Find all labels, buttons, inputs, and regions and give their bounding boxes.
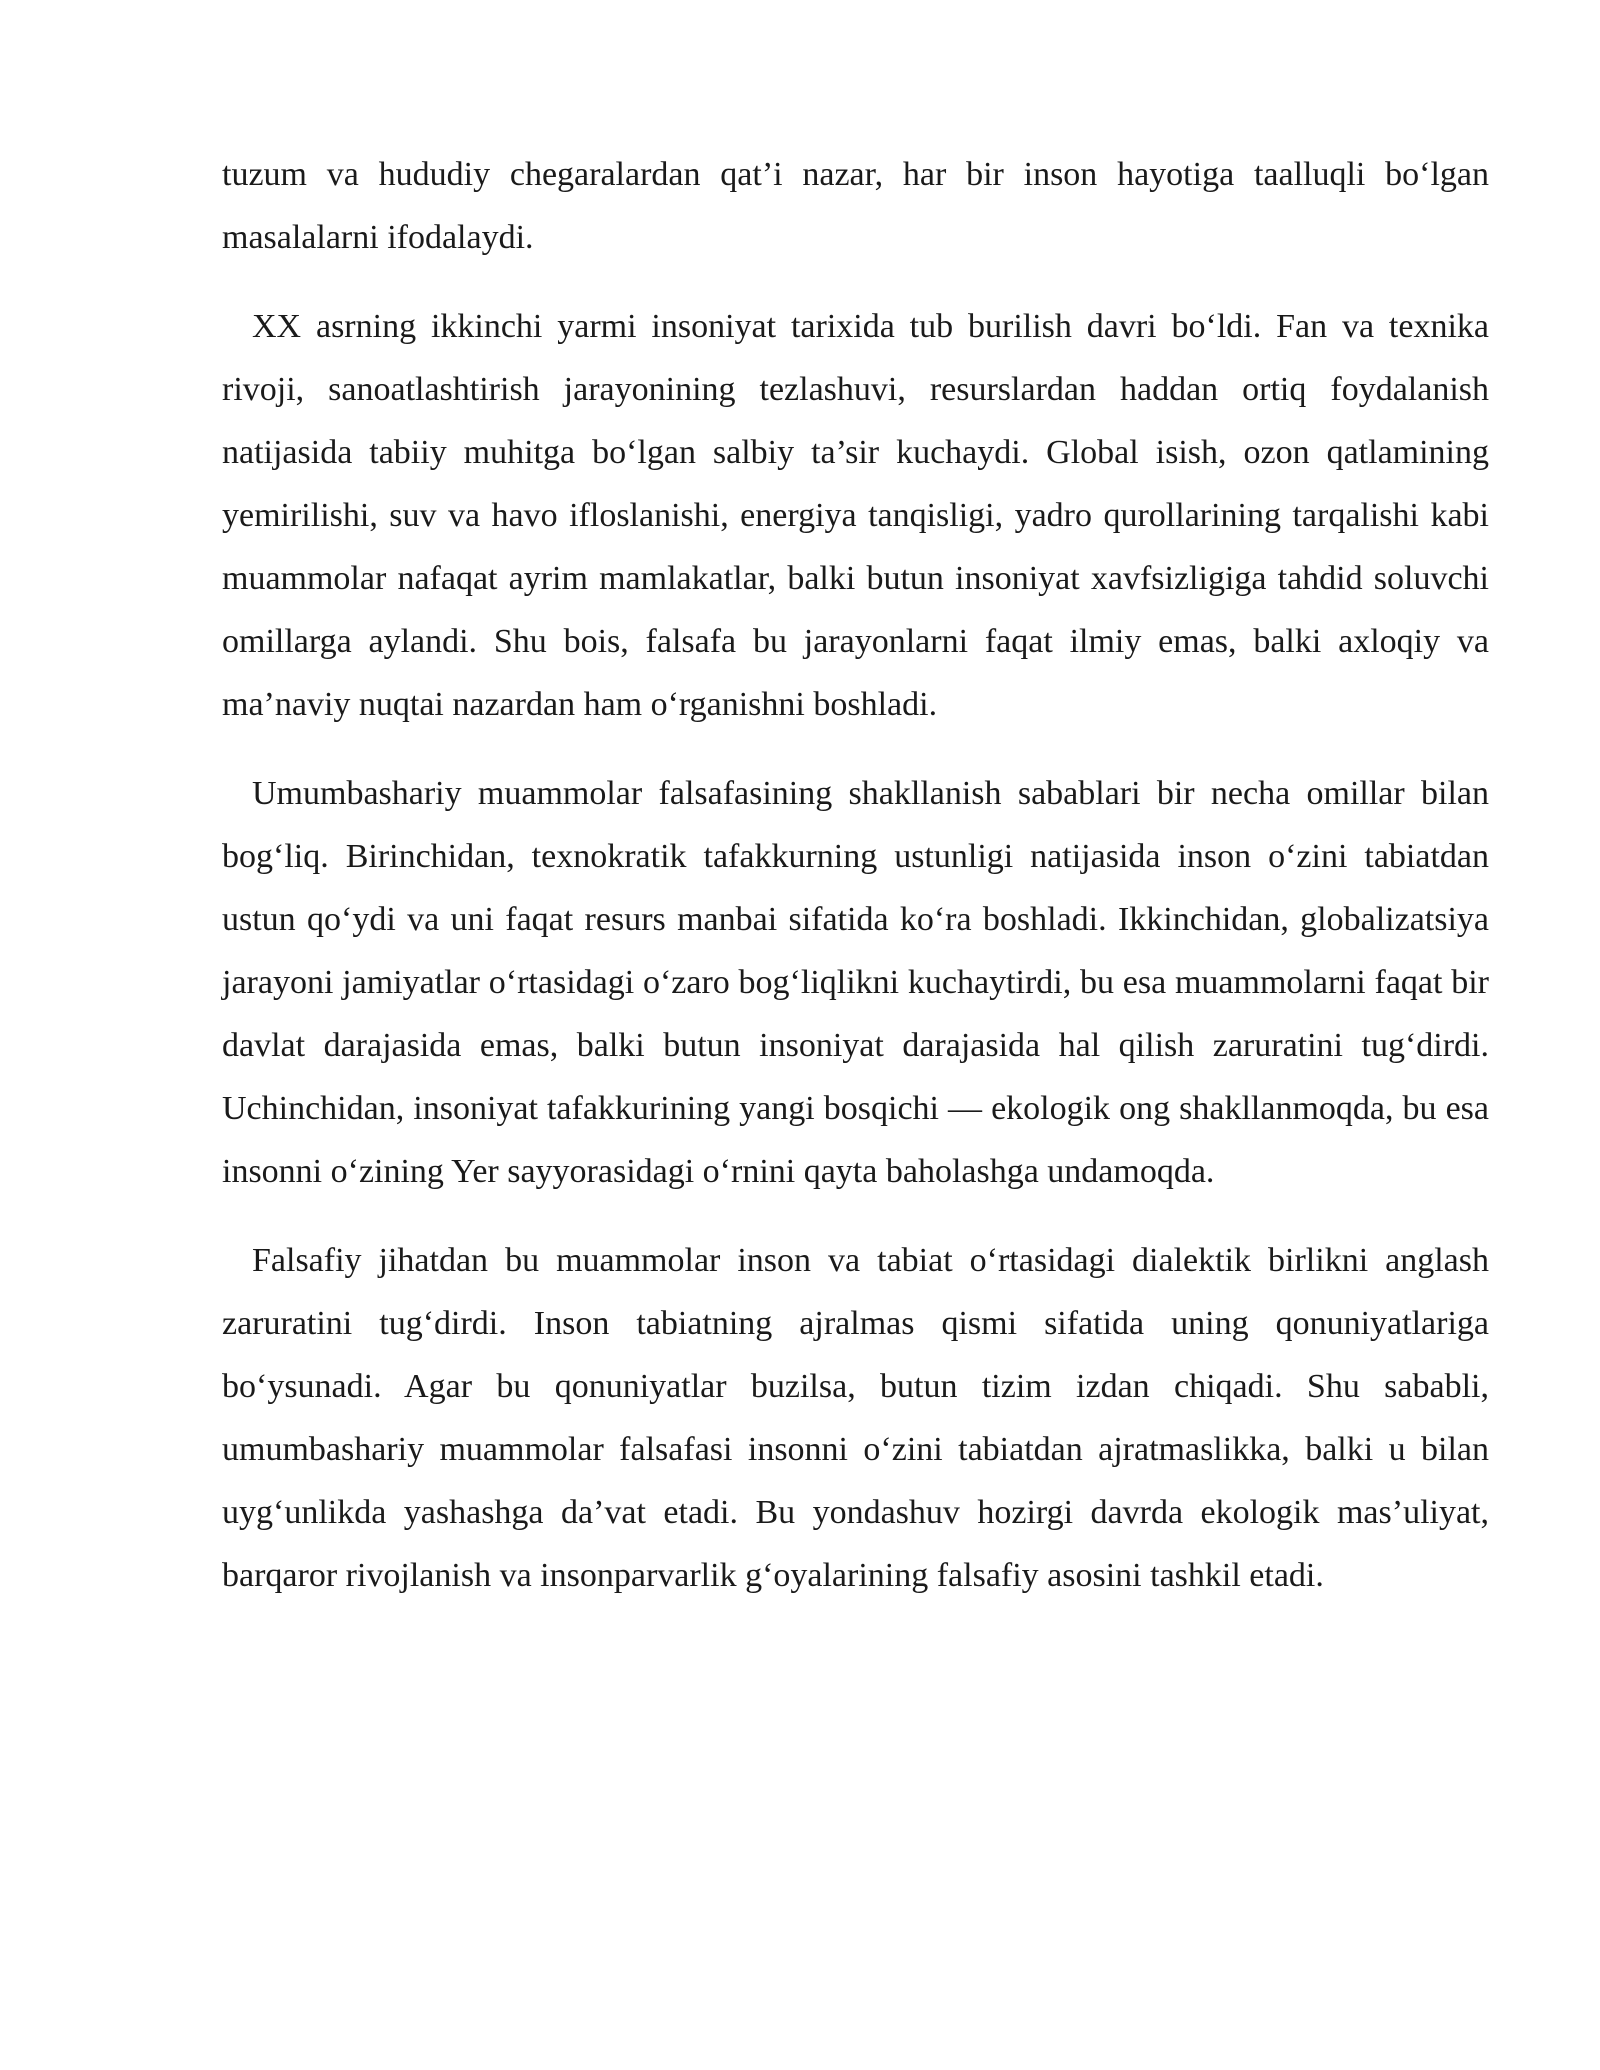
paragraph-philosophical-aspect: Falsafiy jihatdan bu muammolar inson va tabiat o‘rtasidagi dialektik birlikni anglash zaruratini tug‘dirdi. Inson tabiatning ajralmas qismi sifatida uning qonuniyatlariga bo‘ysunadi. Agar bu qonuniyatlar buzilsa, butun tizim izdan chiqadi. Shu sababli, umumbashariy muammolar falsafasi insonni o‘zini tabiatdan ajratmaslikka, balki u bilan uyg‘unlikda yashashga da’vat etadi. Bu yondashuv hozirgi davrda ekologik mas’uliyat, barqaror rivojlanish va insonparvarlik g‘oyalarining falsafiy asosini tashkil etadi.: [222, 1242, 1489, 1594]
paragraph-global-crisis: XX asrning ikkinchi yarmi insoniyat tarixida tub burilish davri bo‘ldi. Fan va texnika rivoji, sanoatlashtirish jarayonining tezlashuvi, resurslardan haddan ortiq foydalanish natijasida tabiiy muhitga bo‘lgan salbiy ta’sir kuchaydi. Global isish, ozon qatlamining yemirilishi, suv va havo ifloslanishi, energiya tanqisligi, yadro qurollarining tarqalishi kabi muammolar nafaqat ayrim mamlakatlar, balki butun insoniyat xavfsizligiga tahdid soluvchi omillarga aylandi. Shu bois, falsafa bu jarayonlarni faqat ilmiy emas, balki axloqiy va ma’naviy nuqtai nazardan ham o‘rganishni boshladi.: [222, 308, 1489, 723]
paragraph-continuation: tuzum va hududiy chegaralardan qat’i nazar, har bir inson hayotiga taalluqli bo‘lgan masalalarni ifodalaydi.: [222, 156, 1489, 256]
paragraph-formation-reasons: Umumbashariy muammolar falsafasining shakllanish sabablari bir necha omillar bilan bog‘liq. Birinchidan, texnokratik tafakkurning ustunligi natijasida inson o‘zini tabiatdan ustun qo‘ydi va uni faqat resurs manbai sifatida ko‘ra boshladi. Ikkinchidan, globalizatsiya jarayoni jamiyatlar o‘rtasidagi o‘zaro bog‘liqlikni kuchaytirdi, bu esa muammolarni faqat bir davlat darajasida emas, balki butun insoniyat darajasida hal qilish zaruratini tug‘dirdi. Uchinchidan, insoniyat tafakkurining yangi bosqichi — ekologik ong shakllanmoqda, bu esa insonni o‘zining Yer sayyorasidagi o‘rnini qayta baholashga undamoqda.: [222, 775, 1489, 1190]
document-body: [222, 143, 1489, 1607]
